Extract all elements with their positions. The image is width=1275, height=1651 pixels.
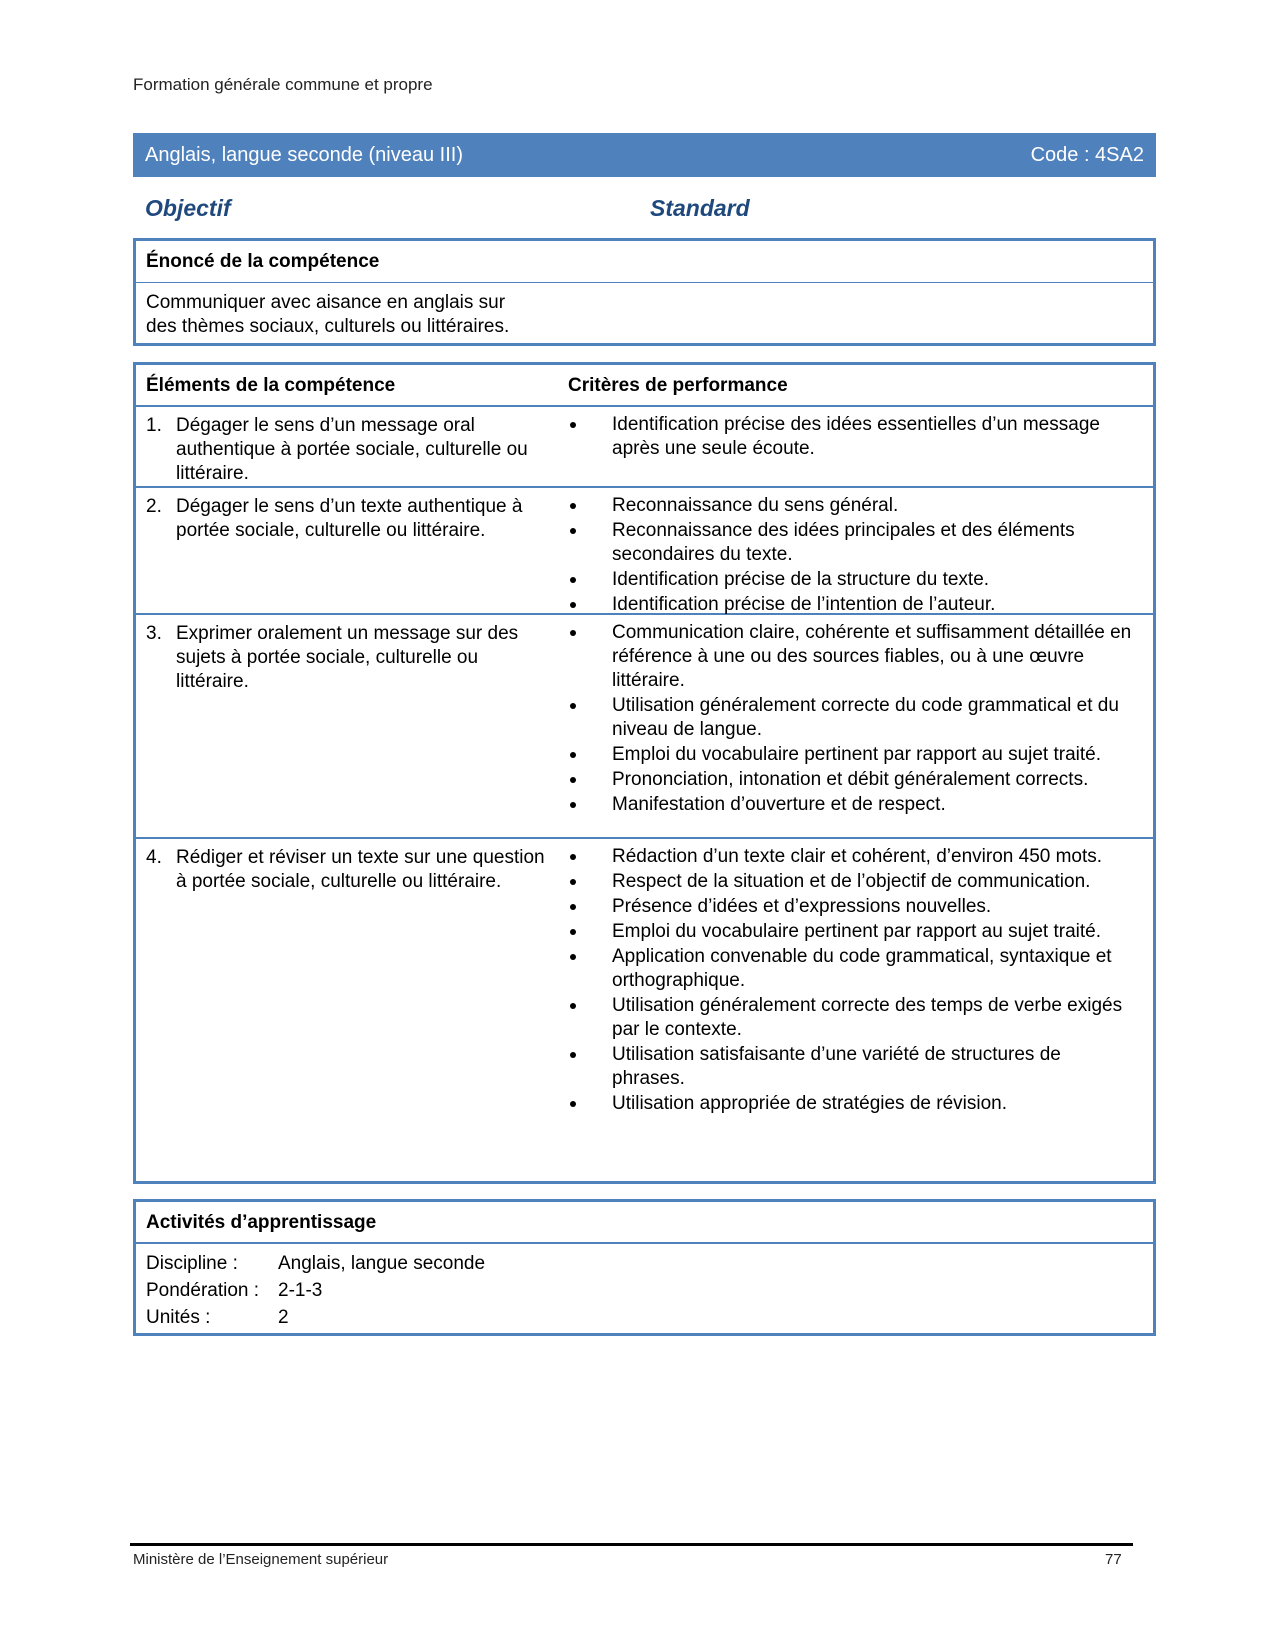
criterion-text: Respect de la situation et de l’objectif de communication. (612, 871, 1091, 892)
activites-heading: Activités d’apprentissage (136, 1202, 1153, 1244)
criterion-text: Utilisation généralement correcte du code grammatical et du niveau de langue. (612, 695, 1119, 740)
criterion-text: Emploi du vocabulaire pertinent par rapport au sujet traité. (612, 744, 1101, 765)
discipline-label: Discipline : (146, 1253, 238, 1274)
criterion-item (568, 1043, 1138, 1091)
element-text: Dégager le sens d’un message oral authentique à portée sociale, culturelle ou littéraire. (176, 415, 528, 484)
ponderation-line (146, 1280, 322, 1302)
course-code: Code : 4SA2 (1030, 143, 1144, 166)
element-text: Exprimer oralement un message sur des sujets à portée sociale, culturelle ou littéraire. (176, 623, 519, 692)
discipline-value: Anglais, langue seconde (278, 1253, 486, 1274)
table-header-row (136, 365, 1153, 407)
element-cell (146, 846, 546, 894)
element-text: Dégager le sens d’un texte authentique à portée sociale, culturelle ou littéraire. (176, 496, 523, 541)
criteria-cell (568, 845, 1138, 1117)
standard-heading: Standard (650, 195, 750, 221)
footer-divider (130, 1543, 1133, 1546)
table-row (136, 407, 1153, 488)
col-header-criteres: Critères de performance (568, 375, 788, 396)
enonce-competence-box (133, 238, 1156, 346)
table-row (136, 488, 1153, 615)
criterion-text: Reconnaissance du sens général. (612, 495, 899, 516)
criterion-text: Identification précise des idées essentielles d’un message après une seule écoute. (612, 414, 1100, 459)
criterion-item (568, 994, 1138, 1042)
criterion-text: Reconnaissance des idées principales et des éléments secondaires du texte. (612, 520, 1075, 565)
criterion-text: Identification précise de l’intention de l’auteur. (612, 594, 996, 615)
element-number: 2. (146, 496, 162, 517)
criteria-cell (568, 413, 1138, 462)
criterion-item (568, 793, 1138, 817)
criterion-item (568, 768, 1138, 792)
activites-box (133, 1199, 1156, 1336)
unites-label: Unités : (146, 1307, 211, 1328)
criterion-text: Présence d’idées et d’expressions nouvelles. (612, 896, 992, 917)
course-title-bar (133, 133, 1156, 177)
criterion-item (568, 593, 1138, 617)
criterion-item (568, 870, 1138, 894)
criterion-text: Application convenable du code grammatical, syntaxique et orthographique. (612, 946, 1112, 991)
unites-line (146, 1307, 289, 1329)
course-title: Anglais, langue seconde (niveau III) (145, 143, 463, 166)
criterion-text: Communication claire, cohérente et suffisamment détaillée en référence à une ou des sources fiables, ou à une œuvre littéraire. (612, 622, 1132, 691)
criterion-item (568, 920, 1138, 944)
table-row (136, 615, 1153, 839)
criterion-text: Emploi du vocabulaire pertinent par rapport au sujet traité. (612, 921, 1101, 942)
criterion-text: Rédaction d’un texte clair et cohérent, d’environ 450 mots. (612, 846, 1103, 867)
criterion-text: Utilisation appropriée de stratégies de révision. (612, 1093, 1007, 1114)
col-header-elements: Éléments de la compétence (146, 375, 396, 396)
element-cell (146, 495, 546, 543)
table-row (136, 839, 1153, 1181)
document-section-label: Formation générale commune et propre (133, 75, 433, 94)
element-number: 4. (146, 847, 162, 868)
criterion-item (568, 494, 1138, 518)
criteria-cell (568, 621, 1138, 818)
element-text: Rédiger et réviser un texte sur une question à portée sociale, culturelle ou littéraire. (176, 847, 545, 892)
element-cell (146, 622, 546, 694)
criterion-text: Prononciation, intonation et débit généralement corrects. (612, 769, 1089, 790)
enonce-heading: Énoncé de la compétence (136, 241, 1153, 283)
criterion-item (568, 845, 1138, 869)
criterion-item (568, 1092, 1138, 1116)
criterion-item (568, 621, 1138, 693)
criterion-text: Identification précise de la structure du texte. (612, 569, 990, 590)
criterion-item (568, 413, 1138, 461)
unites-value: 2 (278, 1307, 289, 1328)
criterion-item (568, 945, 1138, 993)
ponderation-value: 2-1-3 (278, 1280, 323, 1301)
page-number: 77 (1105, 1551, 1122, 1568)
criterion-item (568, 568, 1138, 592)
criterion-text: Utilisation généralement correcte des temps de verbe exigés par le contexte. (612, 995, 1123, 1040)
objectif-heading: Objectif (145, 195, 231, 221)
criterion-text: Manifestation d’ouverture et de respect. (612, 794, 946, 815)
ponderation-label: Pondération : (146, 1280, 260, 1301)
element-number: 3. (146, 623, 162, 644)
footer-ministry: Ministère de l’Enseignement supérieur (133, 1551, 389, 1568)
element-cell (146, 414, 546, 486)
discipline-line (146, 1253, 485, 1275)
enonce-text: Communiquer avec aisance en anglais sur des thèmes sociaux, culturels ou littéraires. (146, 292, 510, 337)
criteria-cell (568, 494, 1138, 618)
criterion-item (568, 895, 1138, 919)
criterion-item (568, 694, 1138, 742)
criterion-item (568, 519, 1138, 567)
element-number: 1. (146, 415, 162, 436)
competence-table (133, 362, 1156, 1184)
criterion-text: Utilisation satisfaisante d’une variété de structures de phrases. (612, 1044, 1061, 1089)
criterion-item (568, 743, 1138, 767)
